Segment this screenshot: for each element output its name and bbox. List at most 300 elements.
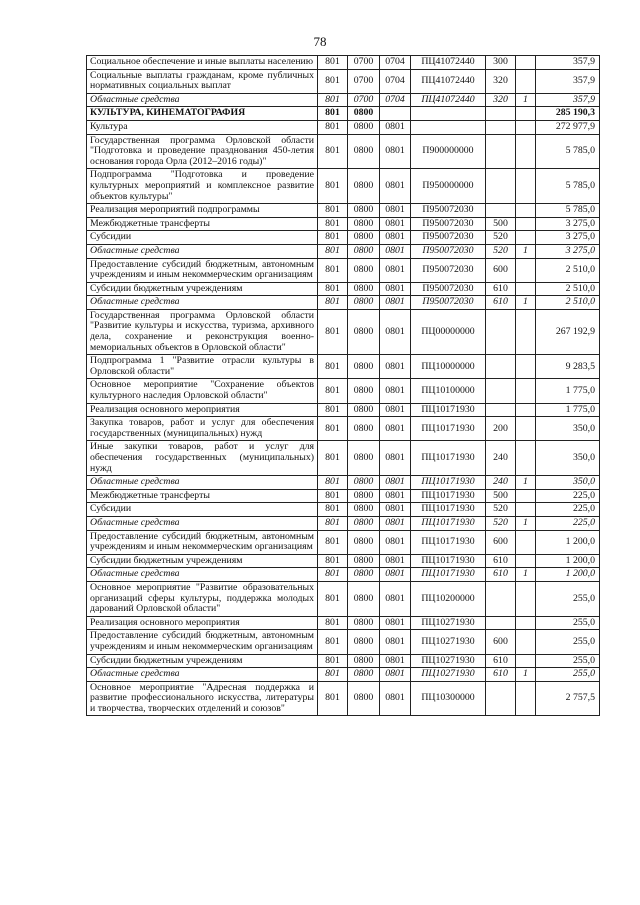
table-row — [87, 379, 600, 403]
table-row — [87, 107, 600, 121]
target-article-code-cell: ПЦ10171930 — [411, 476, 486, 490]
section-code-cell: 0800 — [348, 503, 380, 517]
expense-type-code-cell: 610 — [486, 668, 516, 682]
funding-source-cell — [516, 554, 536, 568]
section-code-cell: 0800 — [348, 204, 380, 218]
expense-type-code-cell: 520 — [486, 503, 516, 517]
funding-source-cell — [516, 417, 536, 441]
amount-cell: 2 510,0 — [536, 282, 600, 296]
expense-type-code-cell — [486, 581, 516, 616]
target-article-code-cell: ПЦ10200000 — [411, 581, 486, 616]
amount-cell: 2 757,5 — [536, 681, 600, 716]
target-article-code-cell — [411, 120, 486, 134]
item-name-cell: Подпрограмма "Подготовка и проведение культурных мероприятий и комплексное развитие объектов культуры" — [87, 169, 318, 204]
expense-type-code-cell: 500 — [486, 489, 516, 503]
item-name-cell: Межбюджетные трансферты — [87, 217, 318, 231]
funding-source-cell: 1 — [516, 93, 536, 107]
subsection-code-cell: 0801 — [380, 489, 411, 503]
section-code-cell: 0800 — [348, 441, 380, 476]
subsection-code-cell: 0801 — [380, 530, 411, 554]
table-row — [87, 296, 600, 310]
target-article-code-cell: П950072030 — [411, 282, 486, 296]
amount-cell: 2 510,0 — [536, 296, 600, 310]
item-name-cell: Областные средства — [87, 568, 318, 582]
amount-cell: 255,0 — [536, 654, 600, 668]
item-name-cell: Субсидии — [87, 231, 318, 245]
item-name-cell: Предоставление субсидий бюджетным, автономным учреждениям и иным некоммерческим организациям — [87, 530, 318, 554]
section-code-cell: 0800 — [348, 476, 380, 490]
table-row — [87, 169, 600, 204]
subsection-code-cell: 0801 — [380, 630, 411, 654]
funding-source-cell — [516, 258, 536, 282]
funding-source-cell — [516, 169, 536, 204]
target-article-code-cell: П900000000 — [411, 134, 486, 169]
amount-cell: 285 190,3 — [536, 107, 600, 121]
table-row — [87, 489, 600, 503]
expense-type-code-cell — [486, 169, 516, 204]
funding-source-cell — [516, 309, 536, 354]
funding-source-cell — [516, 503, 536, 517]
amount-cell: 1 775,0 — [536, 403, 600, 417]
ministry-code-cell: 801 — [318, 56, 348, 70]
funding-source-cell — [516, 107, 536, 121]
expense-type-code-cell: 520 — [486, 231, 516, 245]
ministry-code-cell: 801 — [318, 530, 348, 554]
subsection-code-cell: 0801 — [380, 217, 411, 231]
subsection-code-cell: 0801 — [380, 668, 411, 682]
subsection-code-cell: 0801 — [380, 654, 411, 668]
subsection-code-cell: 0801 — [380, 134, 411, 169]
target-article-code-cell: П950072030 — [411, 204, 486, 218]
expense-type-code-cell — [486, 681, 516, 716]
subsection-code-cell: 0801 — [380, 581, 411, 616]
expense-type-code-cell — [486, 309, 516, 354]
ministry-code-cell: 801 — [318, 169, 348, 204]
expense-type-code-cell: 320 — [486, 93, 516, 107]
table-body — [87, 56, 600, 716]
funding-source-cell — [516, 441, 536, 476]
subsection-code-cell: 0801 — [380, 417, 411, 441]
section-code-cell: 0800 — [348, 616, 380, 630]
subsection-code-cell: 0801 — [380, 258, 411, 282]
funding-source-cell — [516, 403, 536, 417]
item-name-cell: Государственная программа Орловской области "Подготовка и проведение празднования 450-летия основания города Орла (2012–2016 годы)" — [87, 134, 318, 169]
funding-source-cell — [516, 69, 536, 93]
subsection-code-cell: 0801 — [380, 231, 411, 245]
target-article-code-cell: ПЦ10171930 — [411, 568, 486, 582]
section-code-cell: 0800 — [348, 107, 380, 121]
amount-cell: 2 510,0 — [536, 258, 600, 282]
expense-type-code-cell: 610 — [486, 654, 516, 668]
section-code-cell: 0800 — [348, 217, 380, 231]
table-row — [87, 134, 600, 169]
ministry-code-cell: 801 — [318, 244, 348, 258]
table-row — [87, 530, 600, 554]
section-code-cell: 0800 — [348, 244, 380, 258]
table-row — [87, 258, 600, 282]
subsection-code-cell: 0801 — [380, 554, 411, 568]
table-row — [87, 568, 600, 582]
expense-type-code-cell: 610 — [486, 568, 516, 582]
section-code-cell: 0800 — [348, 296, 380, 310]
funding-source-cell — [516, 204, 536, 218]
target-article-code-cell: П950072030 — [411, 244, 486, 258]
item-name-cell: Социальные выплаты гражданам, кроме публичных нормативных социальных выплат — [87, 69, 318, 93]
expense-type-code-cell: 520 — [486, 244, 516, 258]
section-code-cell: 0700 — [348, 69, 380, 93]
item-name-cell: Закупка товаров, работ и услуг для обеспечения государственных (муниципальных) нужд — [87, 417, 318, 441]
target-article-code-cell: ПЦ10271930 — [411, 654, 486, 668]
section-code-cell: 0800 — [348, 654, 380, 668]
target-article-code-cell: ПЦ10271930 — [411, 616, 486, 630]
table-row — [87, 93, 600, 107]
item-name-cell: Субсидии бюджетным учреждениям — [87, 282, 318, 296]
subsection-code-cell: 0704 — [380, 69, 411, 93]
subsection-code-cell: 0801 — [380, 169, 411, 204]
expense-type-code-cell: 240 — [486, 476, 516, 490]
ministry-code-cell: 801 — [318, 231, 348, 245]
ministry-code-cell: 801 — [318, 355, 348, 379]
expense-type-code-cell — [486, 204, 516, 218]
ministry-code-cell: 801 — [318, 681, 348, 716]
expense-type-code-cell — [486, 403, 516, 417]
funding-source-cell — [516, 681, 536, 716]
funding-source-cell — [516, 120, 536, 134]
expense-type-code-cell: 320 — [486, 69, 516, 93]
section-code-cell: 0800 — [348, 516, 380, 530]
item-name-cell: Областные средства — [87, 668, 318, 682]
table-row — [87, 554, 600, 568]
table-row — [87, 668, 600, 682]
ministry-code-cell: 801 — [318, 441, 348, 476]
ministry-code-cell: 801 — [318, 503, 348, 517]
target-article-code-cell: ПЦ41072440 — [411, 56, 486, 70]
item-name-cell: Основное мероприятие "Адресная поддержка и развитие профессионального искусства, литературы и творчества, творческих отделений и союзов" — [87, 681, 318, 716]
amount-cell: 1 200,0 — [536, 568, 600, 582]
expense-type-code-cell: 500 — [486, 217, 516, 231]
item-name-cell: Субсидии — [87, 503, 318, 517]
amount-cell: 255,0 — [536, 668, 600, 682]
item-name-cell: Подпрограмма 1 "Развитие отрасли культуры в Орловской области" — [87, 355, 318, 379]
ministry-code-cell: 801 — [318, 489, 348, 503]
funding-source-cell — [516, 489, 536, 503]
ministry-code-cell: 801 — [318, 309, 348, 354]
item-name-cell: Иные закупки товаров, работ и услуг для обеспечения государственных (муниципальных) нужд — [87, 441, 318, 476]
target-article-code-cell: ПЦ00000000 — [411, 309, 486, 354]
item-name-cell: Областные средства — [87, 296, 318, 310]
table-row — [87, 217, 600, 231]
section-code-cell: 0700 — [348, 56, 380, 70]
item-name-cell: Субсидии бюджетным учреждениям — [87, 654, 318, 668]
section-code-cell: 0800 — [348, 681, 380, 716]
funding-source-cell: 1 — [516, 296, 536, 310]
section-code-cell: 0800 — [348, 355, 380, 379]
table-row — [87, 417, 600, 441]
amount-cell: 225,0 — [536, 516, 600, 530]
item-name-cell: Областные средства — [87, 244, 318, 258]
table-row — [87, 581, 600, 616]
funding-source-cell — [516, 530, 536, 554]
item-name-cell: Основное мероприятие "Сохранение объектов культурного наследия Орловской области" — [87, 379, 318, 403]
section-code-cell: 0800 — [348, 489, 380, 503]
amount-cell: 350,0 — [536, 476, 600, 490]
ministry-code-cell: 801 — [318, 120, 348, 134]
section-code-cell: 0800 — [348, 258, 380, 282]
amount-cell: 350,0 — [536, 417, 600, 441]
section-code-cell: 0800 — [348, 403, 380, 417]
expense-type-code-cell: 600 — [486, 530, 516, 554]
amount-cell: 1 200,0 — [536, 554, 600, 568]
section-code-cell: 0800 — [348, 309, 380, 354]
ministry-code-cell: 801 — [318, 581, 348, 616]
expense-type-code-cell — [486, 120, 516, 134]
expense-type-code-cell: 610 — [486, 296, 516, 310]
section-code-cell: 0800 — [348, 379, 380, 403]
subsection-code-cell: 0801 — [380, 244, 411, 258]
expense-type-code-cell: 610 — [486, 282, 516, 296]
section-code-cell: 0800 — [348, 231, 380, 245]
ministry-code-cell: 801 — [318, 379, 348, 403]
item-name-cell: Субсидии бюджетным учреждениям — [87, 554, 318, 568]
subsection-code-cell: 0801 — [380, 296, 411, 310]
ministry-code-cell: 801 — [318, 204, 348, 218]
table-row — [87, 355, 600, 379]
target-article-code-cell: ПЦ10271930 — [411, 668, 486, 682]
table-row — [87, 616, 600, 630]
subsection-code-cell: 0801 — [380, 120, 411, 134]
item-name-cell: Реализация основного мероприятия — [87, 616, 318, 630]
subsection-code-cell: 0801 — [380, 681, 411, 716]
table-row — [87, 120, 600, 134]
ministry-code-cell: 801 — [318, 258, 348, 282]
target-article-code-cell: ПЦ10171930 — [411, 503, 486, 517]
ministry-code-cell: 801 — [318, 568, 348, 582]
target-article-code-cell: ПЦ10171930 — [411, 417, 486, 441]
table-row — [87, 476, 600, 490]
target-article-code-cell: ПЦ10171930 — [411, 516, 486, 530]
subsection-code-cell: 0801 — [380, 355, 411, 379]
amount-cell: 357,9 — [536, 93, 600, 107]
target-article-code-cell: П950072030 — [411, 296, 486, 310]
ministry-code-cell: 801 — [318, 107, 348, 121]
section-code-cell: 0800 — [348, 568, 380, 582]
funding-source-cell — [516, 355, 536, 379]
table-row — [87, 56, 600, 70]
section-code-cell: 0800 — [348, 282, 380, 296]
target-article-code-cell — [411, 107, 486, 121]
subsection-code-cell: 0801 — [380, 309, 411, 354]
amount-cell: 357,9 — [536, 56, 600, 70]
expense-type-code-cell: 240 — [486, 441, 516, 476]
amount-cell: 3 275,0 — [536, 217, 600, 231]
subsection-code-cell: 0801 — [380, 204, 411, 218]
item-name-cell: Предоставление субсидий бюджетным, автономным учреждениям и иным некоммерческим организациям — [87, 258, 318, 282]
funding-source-cell: 1 — [516, 476, 536, 490]
ministry-code-cell: 801 — [318, 134, 348, 169]
section-code-cell: 0800 — [348, 134, 380, 169]
section-code-cell: 0800 — [348, 630, 380, 654]
ministry-code-cell: 801 — [318, 554, 348, 568]
budget-table — [86, 55, 600, 716]
ministry-code-cell: 801 — [318, 668, 348, 682]
section-code-cell: 0800 — [348, 581, 380, 616]
table-row — [87, 244, 600, 258]
target-article-code-cell: ПЦ10271930 — [411, 630, 486, 654]
funding-source-cell — [516, 581, 536, 616]
expense-type-code-cell: 610 — [486, 554, 516, 568]
funding-source-cell — [516, 379, 536, 403]
expense-type-code-cell: 600 — [486, 258, 516, 282]
table-row — [87, 681, 600, 716]
funding-source-cell — [516, 231, 536, 245]
section-code-cell: 0800 — [348, 120, 380, 134]
amount-cell: 255,0 — [536, 630, 600, 654]
subsection-code-cell: 0704 — [380, 93, 411, 107]
amount-cell: 5 785,0 — [536, 204, 600, 218]
amount-cell: 350,0 — [536, 441, 600, 476]
subsection-code-cell: 0801 — [380, 516, 411, 530]
item-name-cell: Реализация мероприятий подпрограммы — [87, 204, 318, 218]
expense-type-code-cell — [486, 134, 516, 169]
section-code-cell: 0800 — [348, 554, 380, 568]
target-article-code-cell: ПЦ41072440 — [411, 93, 486, 107]
table-row — [87, 503, 600, 517]
ministry-code-cell: 801 — [318, 417, 348, 441]
target-article-code-cell: ПЦ41072440 — [411, 69, 486, 93]
ministry-code-cell: 801 — [318, 217, 348, 231]
expense-type-code-cell: 520 — [486, 516, 516, 530]
subsection-code-cell: 0801 — [380, 403, 411, 417]
table-row — [87, 403, 600, 417]
amount-cell: 255,0 — [536, 616, 600, 630]
item-name-cell: Областные средства — [87, 476, 318, 490]
subsection-code-cell: 0801 — [380, 379, 411, 403]
amount-cell: 267 192,9 — [536, 309, 600, 354]
ministry-code-cell: 801 — [318, 93, 348, 107]
section-code-cell: 0800 — [348, 417, 380, 441]
amount-cell: 5 785,0 — [536, 134, 600, 169]
amount-cell: 5 785,0 — [536, 169, 600, 204]
table-row — [87, 441, 600, 476]
ministry-code-cell: 801 — [318, 616, 348, 630]
item-name-cell: Культура — [87, 120, 318, 134]
table-row — [87, 309, 600, 354]
table-row — [87, 231, 600, 245]
funding-source-cell: 1 — [516, 244, 536, 258]
subsection-code-cell: 0704 — [380, 56, 411, 70]
target-article-code-cell: ПЦ10000000 — [411, 355, 486, 379]
ministry-code-cell: 801 — [318, 282, 348, 296]
expense-type-code-cell: 600 — [486, 630, 516, 654]
table-row — [87, 282, 600, 296]
ministry-code-cell: 801 — [318, 630, 348, 654]
target-article-code-cell: ПЦ10171930 — [411, 403, 486, 417]
subsection-code-cell — [380, 107, 411, 121]
item-name-cell: Межбюджетные трансферты — [87, 489, 318, 503]
ministry-code-cell: 801 — [318, 69, 348, 93]
funding-source-cell — [516, 134, 536, 169]
funding-source-cell — [516, 616, 536, 630]
funding-source-cell: 1 — [516, 668, 536, 682]
section-code-cell: 0800 — [348, 530, 380, 554]
item-name-cell: Социальное обеспечение и иные выплаты населению — [87, 56, 318, 70]
subsection-code-cell: 0801 — [380, 568, 411, 582]
amount-cell: 272 977,9 — [536, 120, 600, 134]
table-row — [87, 69, 600, 93]
target-article-code-cell: П950072030 — [411, 231, 486, 245]
target-article-code-cell: ПЦ10171930 — [411, 489, 486, 503]
table-row — [87, 516, 600, 530]
ministry-code-cell: 801 — [318, 654, 348, 668]
amount-cell: 1 200,0 — [536, 530, 600, 554]
item-name-cell: КУЛЬТУРА, КИНЕМАТОГРАФИЯ — [87, 107, 318, 121]
item-name-cell: Реализация основного мероприятия — [87, 403, 318, 417]
ministry-code-cell: 801 — [318, 476, 348, 490]
section-code-cell: 0700 — [348, 93, 380, 107]
target-article-code-cell: ПЦ10171930 — [411, 554, 486, 568]
funding-source-cell: 1 — [516, 516, 536, 530]
expense-type-code-cell — [486, 355, 516, 379]
target-article-code-cell: ПЦ10171930 — [411, 441, 486, 476]
page-number: 78 — [313, 34, 327, 49]
table-row — [87, 630, 600, 654]
section-code-cell: 0800 — [348, 668, 380, 682]
funding-source-cell — [516, 654, 536, 668]
item-name-cell: Предоставление субсидий бюджетным, автономным учреждениям и иным некоммерческим организациям — [87, 630, 318, 654]
target-article-code-cell: П950072030 — [411, 217, 486, 231]
subsection-code-cell: 0801 — [380, 616, 411, 630]
subsection-code-cell: 0801 — [380, 476, 411, 490]
ministry-code-cell: 801 — [318, 403, 348, 417]
target-article-code-cell: ПЦ10171930 — [411, 530, 486, 554]
table-row — [87, 654, 600, 668]
expense-type-code-cell — [486, 107, 516, 121]
amount-cell: 3 275,0 — [536, 244, 600, 258]
item-name-cell: Основное мероприятие "Развитие образовательных организаций сферы культуры, поддержка молодых дарований Орловской области" — [87, 581, 318, 616]
target-article-code-cell: П950000000 — [411, 169, 486, 204]
expense-type-code-cell — [486, 379, 516, 403]
target-article-code-cell: ПЦ10300000 — [411, 681, 486, 716]
funding-source-cell — [516, 282, 536, 296]
section-code-cell: 0800 — [348, 169, 380, 204]
amount-cell: 3 275,0 — [536, 231, 600, 245]
amount-cell: 357,9 — [536, 69, 600, 93]
funding-source-cell: 1 — [516, 568, 536, 582]
table-row — [87, 204, 600, 218]
amount-cell: 1 775,0 — [536, 379, 600, 403]
subsection-code-cell: 0801 — [380, 282, 411, 296]
target-article-code-cell: П950072030 — [411, 258, 486, 282]
funding-source-cell — [516, 217, 536, 231]
expense-type-code-cell: 300 — [486, 56, 516, 70]
ministry-code-cell: 801 — [318, 296, 348, 310]
funding-source-cell — [516, 630, 536, 654]
item-name-cell: Областные средства — [87, 93, 318, 107]
amount-cell: 9 283,5 — [536, 355, 600, 379]
expense-type-code-cell: 200 — [486, 417, 516, 441]
amount-cell: 225,0 — [536, 503, 600, 517]
item-name-cell: Государственная программа Орловской области "Развитие культуры и искусства, туризма, архивного дела, сохранение и реконструкция военно-мемориальных объектов в Орловской области" — [87, 309, 318, 354]
target-article-code-cell: ПЦ10100000 — [411, 379, 486, 403]
amount-cell: 255,0 — [536, 581, 600, 616]
subsection-code-cell: 0801 — [380, 441, 411, 476]
subsection-code-cell: 0801 — [380, 503, 411, 517]
expense-type-code-cell — [486, 616, 516, 630]
funding-source-cell — [516, 56, 536, 70]
ministry-code-cell: 801 — [318, 516, 348, 530]
item-name-cell: Областные средства — [87, 516, 318, 530]
amount-cell: 225,0 — [536, 489, 600, 503]
